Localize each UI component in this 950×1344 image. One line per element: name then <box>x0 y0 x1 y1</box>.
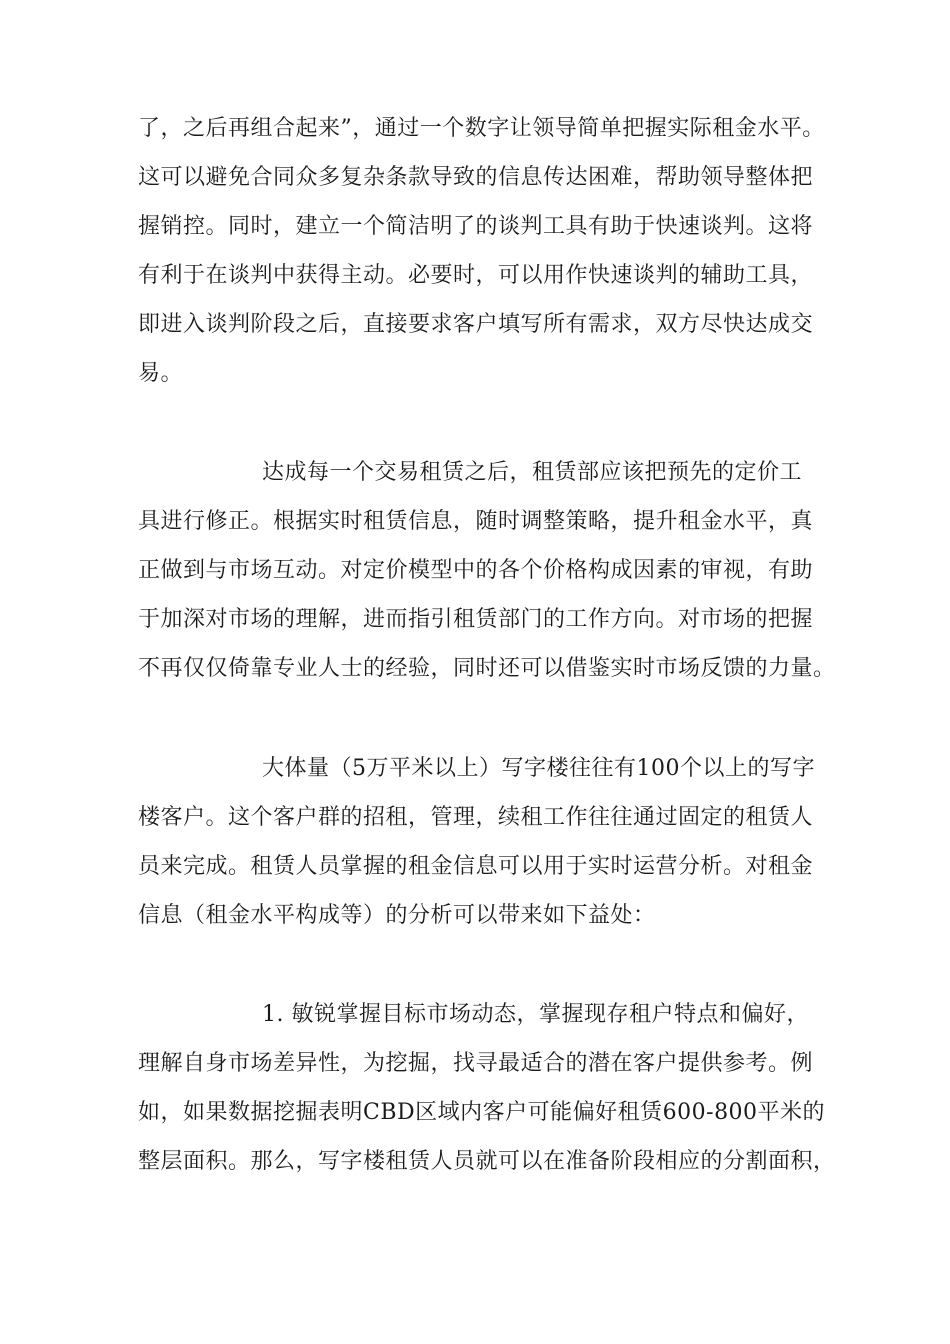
list-item-1-line-3: 如，如果数据挖掘表明CBD区域内客户可能偏好租赁600-800平米的 <box>138 1100 826 1125</box>
paragraph-1-line-1: 了，之后再组合起来”，通过一个数字让领导简单把握实际租金水平。 <box>138 116 825 141</box>
list-item-1-line-2: 理解自身市场差异性，为挖掘，找寻最适合的潜在客户提供参考。例 <box>138 1051 814 1076</box>
paragraph-2-line-1: 达成每一个交易租赁之后，租赁部应该把预先的定价工 <box>262 460 803 485</box>
paragraph-1-line-4: 有利于在谈判中获得主动。必要时，可以用作快速谈判的辅助工具， <box>138 263 814 288</box>
paragraph-1-line-3: 握销控。同时，建立一个简洁明了的谈判工具有助于快速谈判。这将 <box>138 214 814 239</box>
paragraph-1-line-2: 这可以避免合同众多复杂条款导致的信息传达困难，帮助领导整体把 <box>138 165 814 190</box>
paragraph-2-line-4: 于加深对市场的理解，进而指引租赁部门的工作方向。对市场的把握 <box>138 607 814 632</box>
paragraph-2-line-2: 具进行修正。根据实时租赁信息，随时调整策略，提升租金水平，真 <box>138 509 814 534</box>
list-item-1-line-1: 1. 敏锐掌握目标市场动态，掌握现存租户特点和偏好， <box>262 1002 809 1027</box>
paragraph-1-line-5: 即进入谈判阶段之后，直接要求客户填写所有需求，双方尽快达成交 <box>138 312 814 337</box>
paragraph-1-line-6: 易。 <box>138 361 184 386</box>
paragraph-3-line-3: 员来完成。租赁人员掌握的租金信息可以用于实时运营分析。对租金 <box>138 854 814 879</box>
list-item-1-line-4: 整层面积。那么，写字楼租赁人员就可以在准备阶段相应的分割面积， <box>138 1149 836 1174</box>
paragraph-3-line-2: 楼客户。这个客户群的招租，管理，续租工作往往通过固定的租赁人 <box>138 805 814 830</box>
paragraph-3-line-4: 信息（租金水平构成等）的分析可以带来如下益处： <box>138 903 656 928</box>
paragraph-2-line-3: 正做到与市场互动。对定价模型中的各个价格构成因素的审视，有助 <box>138 558 814 583</box>
paragraph-2-line-5: 不再仅仅倚靠专业人士的经验，同时还可以借鉴实时市场反馈的力量。 <box>138 656 836 681</box>
paragraph-3-line-1: 大体量（5万平米以上）写字楼往往有100个以上的写字 <box>262 756 815 781</box>
